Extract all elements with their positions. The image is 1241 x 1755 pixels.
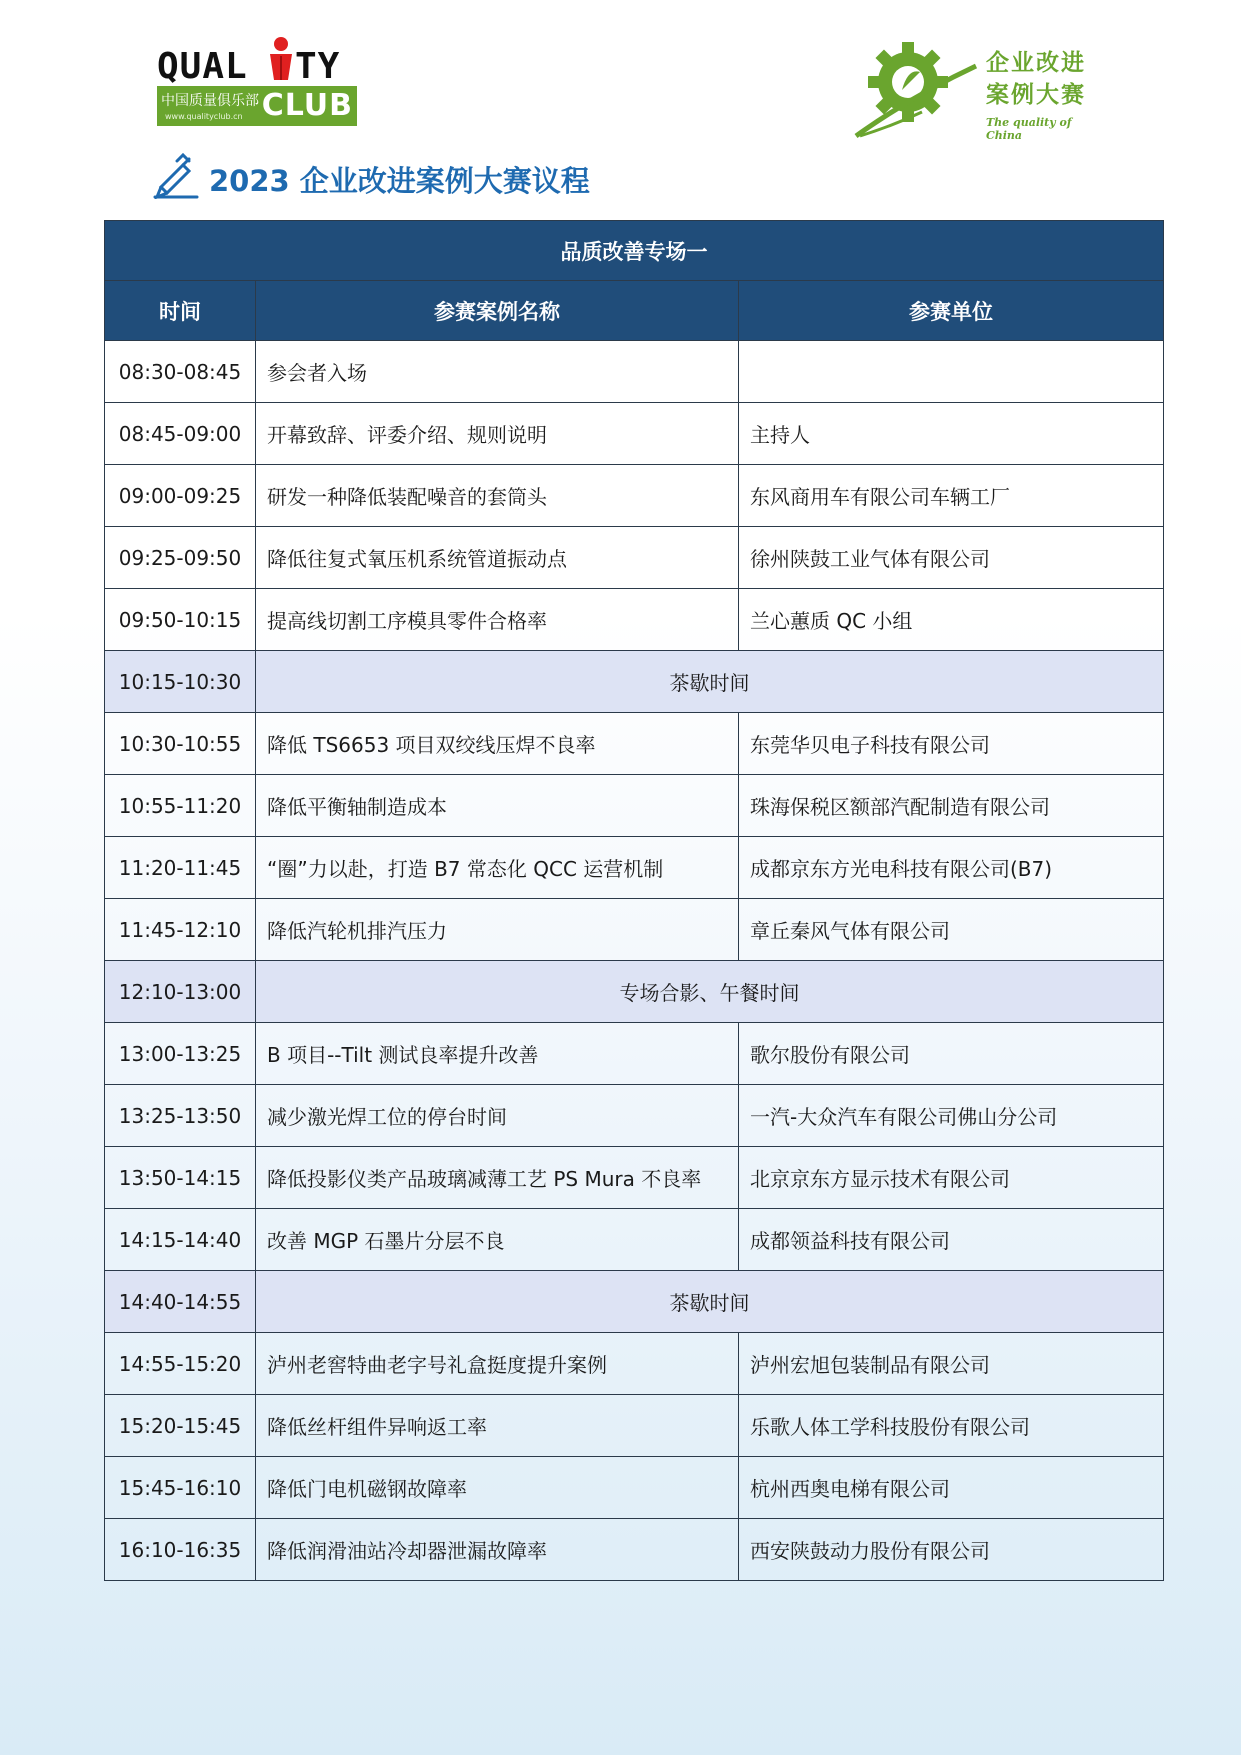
organization-cell: 东风商用车有限公司车辆工厂 <box>739 465 1164 527</box>
quality-wordmark-icon <box>157 34 357 86</box>
table-row <box>105 1395 1164 1457</box>
svg-text:QUAL: QUAL <box>157 46 248 86</box>
time-cell: 08:45-09:00 <box>105 403 256 465</box>
column-header-row <box>105 281 1164 341</box>
time-cell: 10:55-11:20 <box>105 775 256 837</box>
case-name-cell: 降低 TS6653 项目双绞线压焊不良率 <box>256 713 739 775</box>
table-row <box>105 1085 1164 1147</box>
time-cell: 10:15-10:30 <box>105 651 256 713</box>
column-header-org: 参赛单位 <box>739 281 1164 341</box>
time-cell: 14:55-15:20 <box>105 1333 256 1395</box>
case-name-cell: 降低丝杆组件异响返工率 <box>256 1395 739 1457</box>
case-name-cell: 泸州老窖特曲老字号礼盒挺度提升案例 <box>256 1333 739 1395</box>
session-title: 品质改善专场一 <box>105 221 1164 281</box>
organization-cell: 杭州西奥电梯有限公司 <box>739 1457 1164 1519</box>
break-row <box>105 651 1164 713</box>
time-cell: 16:10-16:35 <box>105 1519 256 1581</box>
time-cell: 11:20-11:45 <box>105 837 256 899</box>
contest-logo <box>852 36 1092 142</box>
page-title: 2023 企业改进案例大赛议程 <box>209 164 590 198</box>
organization-cell: 歌尔股份有限公司 <box>739 1023 1164 1085</box>
time-cell: 13:00-13:25 <box>105 1023 256 1085</box>
case-name-cell: 降低汽轮机排汽压力 <box>256 899 739 961</box>
organization-cell: 北京京东方显示技术有限公司 <box>739 1147 1164 1209</box>
table-row <box>105 589 1164 651</box>
time-cell: 10:30-10:55 <box>105 713 256 775</box>
table-row <box>105 713 1164 775</box>
contest-logo-line1: 企业改进 <box>986 50 1086 76</box>
time-cell: 09:25-09:50 <box>105 527 256 589</box>
organization-cell: 一汽-大众汽车有限公司佛山分公司 <box>739 1085 1164 1147</box>
break-label-cell: 茶歇时间 <box>256 1271 1164 1333</box>
table-row <box>105 1209 1164 1271</box>
svg-text:TY: TY <box>295 46 341 86</box>
table-row <box>105 775 1164 837</box>
case-name-cell: “圈”力以赴，打造 B7 常态化 QCC 运营机制 <box>256 837 739 899</box>
table-row <box>105 1519 1164 1581</box>
table-row <box>105 527 1164 589</box>
case-name-cell: 改善 MGP 石墨片分层不良 <box>256 1209 739 1271</box>
case-name-cell: B 项目--Tilt 测试良率提升改善 <box>256 1023 739 1085</box>
time-cell: 13:50-14:15 <box>105 1147 256 1209</box>
logo-green-band <box>157 86 357 126</box>
break-row <box>105 961 1164 1023</box>
quality-club-logo <box>157 34 357 126</box>
time-cell: 09:00-09:25 <box>105 465 256 527</box>
case-name-cell: 研发一种降低装配噪音的套筒头 <box>256 465 739 527</box>
organization-cell: 章丘秦风气体有限公司 <box>739 899 1164 961</box>
table-row <box>105 341 1164 403</box>
case-name-cell: 降低投影仪类产品玻璃减薄工艺 PS Mura 不良率 <box>256 1147 739 1209</box>
table-row <box>105 465 1164 527</box>
time-cell: 14:15-14:40 <box>105 1209 256 1271</box>
logo-club: CLUB <box>261 88 353 123</box>
time-cell: 09:50-10:15 <box>105 589 256 651</box>
organization-cell: 乐歌人体工学科技股份有限公司 <box>739 1395 1164 1457</box>
case-name-cell: 开幕致辞、评委介绍、规则说明 <box>256 403 739 465</box>
organization-cell: 泸州宏旭包装制品有限公司 <box>739 1333 1164 1395</box>
logo-cn-name: 中国质量俱乐部 <box>161 93 259 109</box>
organization-cell: 兰心蕙质 QC 小组 <box>739 589 1164 651</box>
case-name-cell: 减少激光焊工位的停台时间 <box>256 1085 739 1147</box>
agenda-body <box>105 341 1164 1581</box>
case-name-cell: 降低往复式氧压机系统管道振动点 <box>256 527 739 589</box>
organization-cell: 东莞华贝电子科技有限公司 <box>739 713 1164 775</box>
table-row <box>105 1457 1164 1519</box>
organization-cell: 主持人 <box>739 403 1164 465</box>
time-cell: 15:20-15:45 <box>105 1395 256 1457</box>
table-row <box>105 899 1164 961</box>
contest-logo-tagline: The quality of China <box>986 116 1072 142</box>
column-header-case: 参赛案例名称 <box>256 281 739 341</box>
organization-cell: 徐州陕鼓工业气体有限公司 <box>739 527 1164 589</box>
agenda-table <box>104 220 1164 1581</box>
pencil-icon <box>153 153 199 199</box>
organization-cell: 西安陕鼓动力股份有限公司 <box>739 1519 1164 1581</box>
logo-url: www.qualityclub.cn <box>165 112 243 121</box>
case-name-cell: 参会者入场 <box>256 341 739 403</box>
table-row <box>105 1333 1164 1395</box>
session-header-row <box>105 221 1164 281</box>
case-name-cell: 降低平衡轴制造成本 <box>256 775 739 837</box>
time-cell: 15:45-16:10 <box>105 1457 256 1519</box>
time-cell: 11:45-12:10 <box>105 899 256 961</box>
contest-logo-line2: 案例大赛 <box>986 82 1086 108</box>
time-cell: 13:25-13:50 <box>105 1085 256 1147</box>
table-row <box>105 1023 1164 1085</box>
table-row <box>105 403 1164 465</box>
case-name-cell: 提高线切割工序模具零件合格率 <box>256 589 739 651</box>
table-row <box>105 1147 1164 1209</box>
gear-icon <box>852 36 982 142</box>
time-cell: 14:40-14:55 <box>105 1271 256 1333</box>
organization-cell: 成都京东方光电科技有限公司(B7) <box>739 837 1164 899</box>
organization-cell: 珠海保税区额部汽配制造有限公司 <box>739 775 1164 837</box>
organization-cell <box>739 341 1164 403</box>
organization-cell: 成都领益科技有限公司 <box>739 1209 1164 1271</box>
column-header-time: 时间 <box>105 281 256 341</box>
break-label-cell: 茶歇时间 <box>256 651 1164 713</box>
table-row <box>105 837 1164 899</box>
break-label-cell: 专场合影、午餐时间 <box>256 961 1164 1023</box>
time-cell: 12:10-13:00 <box>105 961 256 1023</box>
case-name-cell: 降低润滑油站冷却器泄漏故障率 <box>256 1519 739 1581</box>
break-row <box>105 1271 1164 1333</box>
time-cell: 08:30-08:45 <box>105 341 256 403</box>
case-name-cell: 降低门电机磁钢故障率 <box>256 1457 739 1519</box>
